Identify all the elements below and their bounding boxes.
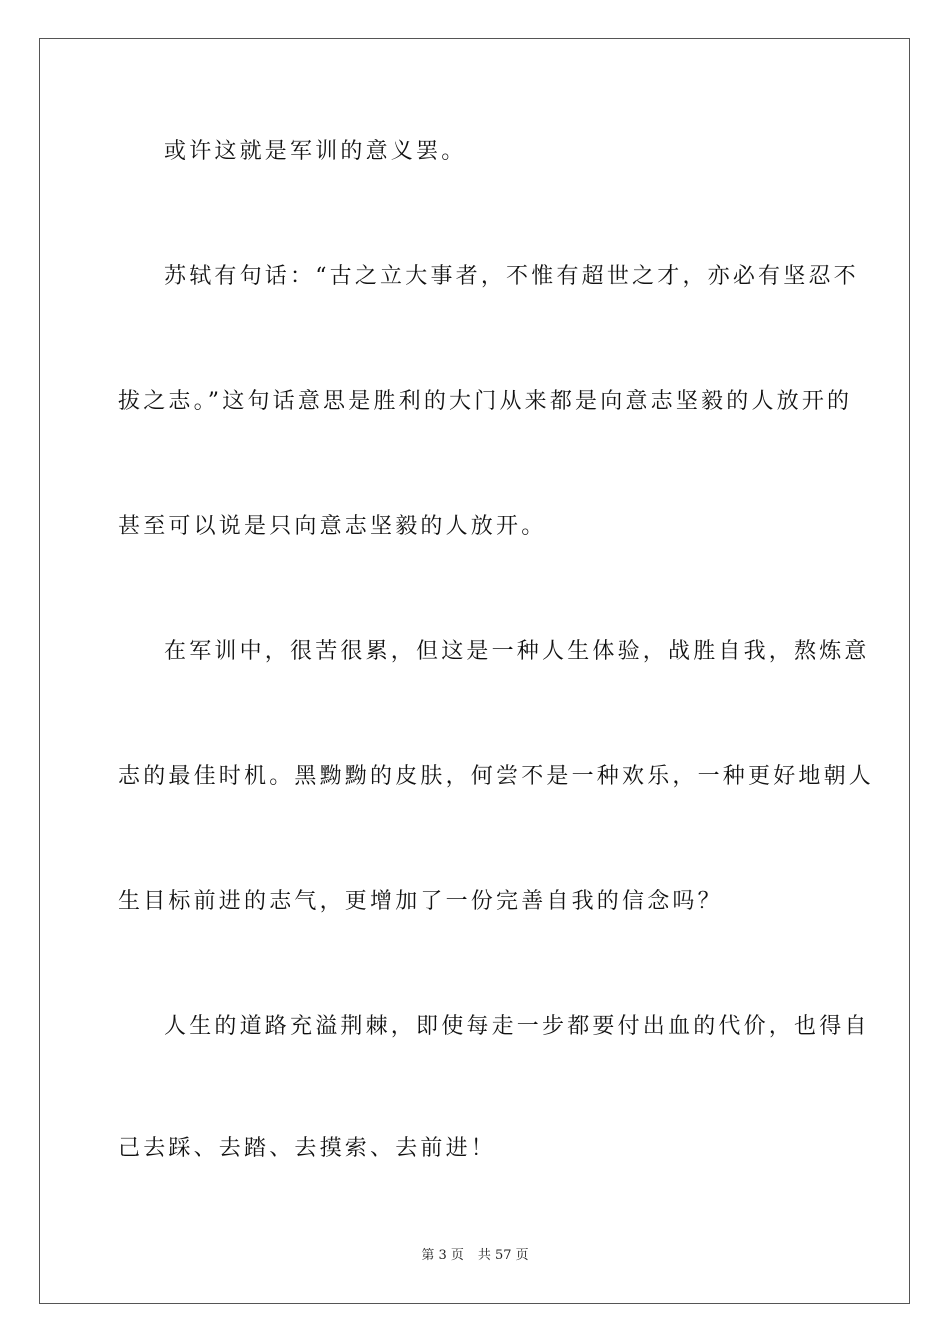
paragraph-3-line-1: 在军训中，很苦很累，但这是一种人生体验，战胜自我，熬炼意 [164, 639, 870, 664]
page-border [39, 38, 910, 1304]
paragraph-2-line-3: 甚至可以说是只向意志坚毅的人放开。 [118, 514, 547, 539]
paragraph-4-line-2: 己去踩、去踏、去摸索、去前进！ [118, 1136, 497, 1161]
paragraph-2-line-2: 拔之志。”这句话意思是胜利的大门从来都是向意志坚毅的人放开的 [118, 389, 853, 414]
page-footer [0, 1247, 950, 1265]
page-total: 共 57 页 [477, 1248, 529, 1263]
paragraph-1-line-1: 或许这就是军训的意义罢。 [164, 139, 467, 164]
paragraph-4-line-1: 人生的道路充溢荆棘，即使每走一步都要付出血的代价，也得自 [164, 1014, 870, 1039]
paragraph-3-line-3: 生目标前进的志气，更增加了一份完善自我的信念吗？ [118, 889, 723, 914]
paragraph-3-line-2: 志的最佳时机。黑黝黝的皮肤，何尝不是一种欢乐，一种更好地朝人 [118, 764, 875, 789]
paragraph-2-line-1: 苏轼有句话：“古之立大事者，不惟有超世之才，亦必有坚忍不 [164, 264, 859, 289]
page-number: 第 3 页 [421, 1248, 464, 1263]
